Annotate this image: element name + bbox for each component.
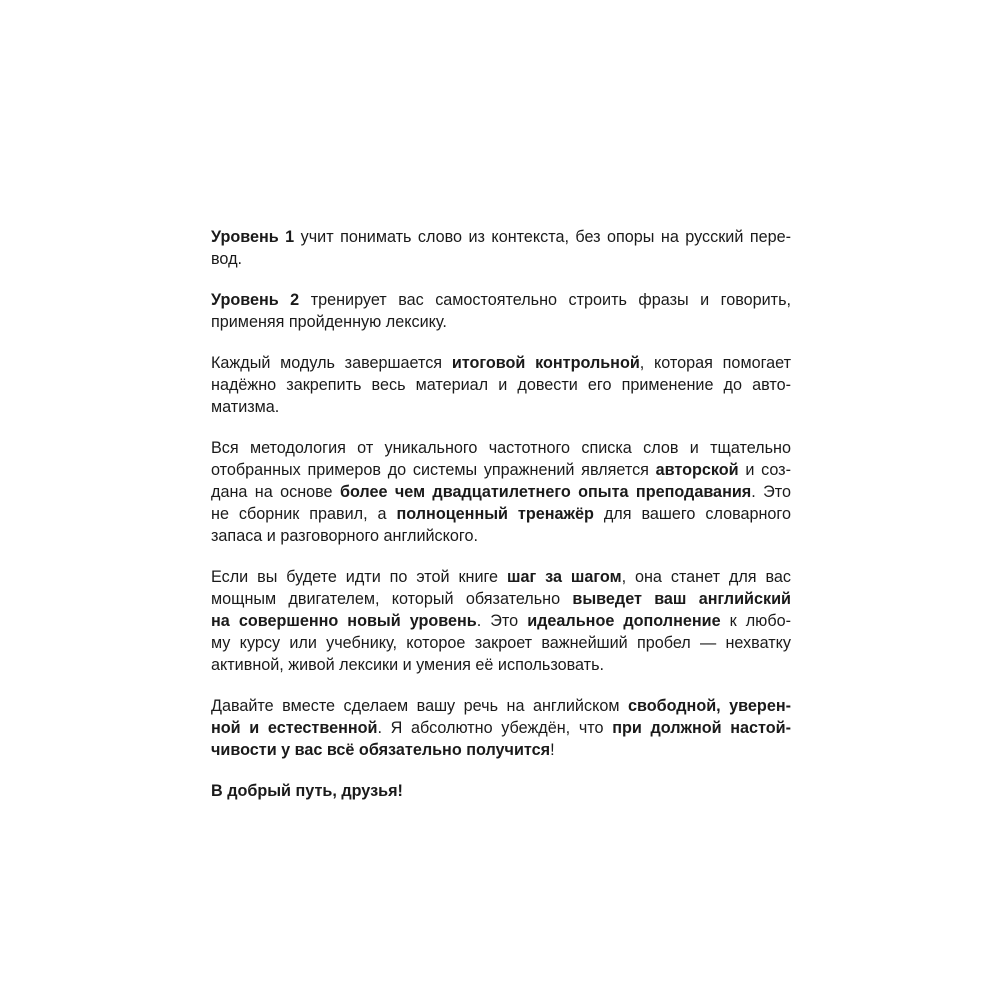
text-line (211, 374, 791, 396)
text-run: , которая помогает (639, 354, 791, 372)
text-line (211, 780, 791, 802)
text-run: Каждый модуль завершается (211, 354, 452, 372)
text-line (211, 437, 791, 459)
text-run: не сборник правил, а (211, 505, 397, 523)
text-line (211, 610, 791, 632)
bold-phrase: выведет ваш английский (572, 590, 792, 608)
text-run: му курсу или учебнику, которое закроет важнейший пробел — нехватку (211, 634, 791, 652)
bold-phrase: на совершенно новый уровень (211, 612, 477, 630)
text-run: Вся методология от уникального частотного списка слов и тщательно (211, 439, 791, 457)
paragraph (211, 352, 791, 418)
paragraph (211, 226, 791, 270)
text-line (211, 654, 791, 676)
text-line (211, 396, 791, 418)
text-run: , она станет для вас (621, 568, 792, 586)
text-line (211, 588, 791, 610)
text-run: Давайте вместе сделаем вашу речь на английском (211, 697, 628, 715)
bold-phrase: итоговой контрольной (451, 354, 640, 372)
paragraph (211, 289, 791, 333)
text-line (211, 739, 791, 761)
text-run: тренирует вас самостоятельно строить фразы и говорить, (299, 291, 792, 309)
text-run: вод. (211, 250, 243, 268)
text-run: дана на основе (211, 483, 340, 501)
text-run: запаса и разговорного английского. (211, 527, 478, 545)
text-run: учит понимать слово из контекста, без опоры на русский пере- (294, 228, 792, 246)
bold-phrase: Уровень 2 (211, 291, 300, 309)
text-run: мощным двигателем, который обязательно (211, 590, 573, 608)
bold-phrase: при должной настой- (612, 719, 792, 737)
text-line (211, 289, 791, 311)
paragraph (211, 695, 791, 761)
text-line (211, 566, 791, 588)
bold-phrase: ной и естественной (211, 719, 378, 737)
page-text (211, 226, 791, 821)
text-run: отобранных примеров до системы упражнений является (211, 461, 656, 479)
text-line (211, 311, 791, 333)
text-line (211, 632, 791, 654)
bold-phrase: идеальное дополнение (527, 612, 721, 630)
text-line (211, 503, 791, 525)
text-run: для вашего словарного (593, 505, 791, 523)
text-run: . Это (751, 483, 791, 501)
text-run: . Это (476, 612, 528, 630)
text-run: активной, живой лексики и умения её использовать. (211, 656, 605, 674)
bold-phrase: более чем двадцатилетнего опыта преподавания (339, 483, 752, 501)
text-run: к любо- (720, 612, 791, 630)
bold-phrase: В добрый путь, друзья! (211, 782, 403, 800)
paragraph (211, 437, 791, 547)
text-line (211, 248, 791, 270)
bold-phrase: Уровень 1 (211, 228, 295, 246)
text-line (211, 226, 791, 248)
paragraph (211, 566, 791, 676)
text-run: надёжно закрепить весь материал и довести его применение до авто- (211, 376, 791, 394)
bold-phrase: свободной, уверен- (627, 697, 791, 715)
text-run: Если вы будете идти по этой книге (211, 568, 507, 586)
text-line (211, 525, 791, 547)
text-run: ! (550, 741, 555, 759)
bold-phrase: чивости у вас всё обязательно получится (211, 741, 551, 759)
bold-phrase: шаг за шагом (506, 568, 622, 586)
bold-phrase: полноценный тренажёр (396, 505, 594, 523)
text-line (211, 352, 791, 374)
text-run: применяя пройденную лексику. (211, 313, 447, 331)
text-line (211, 717, 791, 739)
text-run: . Я абсолютно убеждён, что (377, 719, 613, 737)
text-line (211, 459, 791, 481)
text-run: матизма. (211, 398, 280, 416)
text-line (211, 695, 791, 717)
text-run: и соз- (738, 461, 791, 479)
closing-line (211, 780, 791, 802)
bold-phrase: авторской (655, 461, 739, 479)
text-line (211, 481, 791, 503)
